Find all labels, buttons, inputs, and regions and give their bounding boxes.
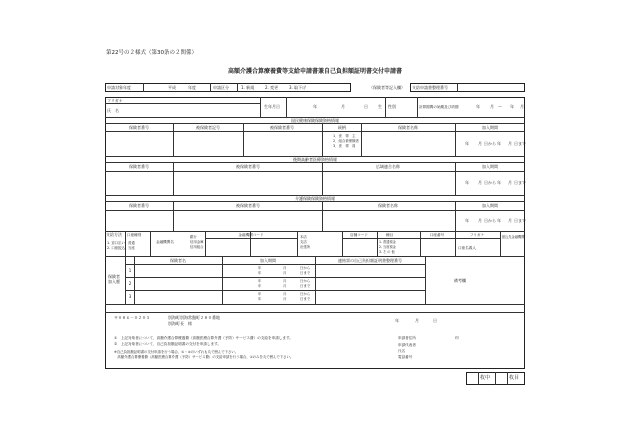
er3-y2: 年 [258,297,262,301]
section-kokuho: 国民健康保険保険資格情報 [105,117,525,124]
kokuho-rel-3: 3．世 帯 員 [333,144,356,148]
enrolled-cert-no: 連絡票の自己負担額証明書整理番号 [338,258,402,263]
acct-type-label: 口座種別 [127,233,142,237]
er1-from: 日から [300,266,311,270]
sex-label-2: 性別 [388,104,396,109]
kaigo-insurer-no: 保険者番号 [129,203,149,208]
kaigo-insured-no: 被保険者番号 [236,203,260,208]
app-class-option-change[interactable]: 2. 変更 [265,84,279,90]
er3-from: 日から [300,292,311,296]
koki-from-m: 月 [478,180,482,185]
er1-y: 年 [258,266,262,270]
kokuho-insurer-no: 保険者番号 [129,125,149,130]
koki-to-y: 年 [497,180,501,185]
er2-m2: 月 [283,284,287,288]
insurer-use-label: 振込先金融機関 [502,235,525,239]
kind-3[interactable]: 3. そ の 他 [379,250,395,254]
enrolled-row-2: 2 [128,281,132,286]
er1-m: 月 [283,266,287,270]
kaigo-to-y: 年 [497,218,501,223]
koki-from: 日から [484,180,496,185]
kokuho-rel-2: 2．組合被保険者 [333,139,359,143]
page-total-label: 枚中 [480,375,491,381]
date-y: 年 [395,318,399,323]
heisei-label: 平成 [168,84,176,90]
branch-1: 本店 [300,235,307,239]
fin-name-label: 金融機関名 [156,240,174,244]
fin-code-label: 金融機関コード [238,233,264,237]
birth-year-label: 年 [313,104,317,109]
kokuho-insured-no: 被保険者番号 [270,125,294,130]
er2-to: 日まで [300,284,311,288]
branch-2: 支店 [300,240,307,244]
birth-day-label: 日 [364,104,368,109]
seal-mark: 印 [455,336,459,340]
er1-y2: 年 [258,271,262,275]
kokuho-from-y: 年 [465,141,469,146]
branch-3: 出張所 [300,245,311,249]
kokuho-to-y: 年 [497,141,501,146]
date-d: 日 [433,318,437,323]
koki-insured-no: 被保険者番号 [236,164,260,169]
er3-to: 日まで [300,297,311,301]
main-form [105,97,525,369]
er3-m: 月 [283,292,287,296]
kaigo-to: 日まで [514,218,526,223]
note-1: ① 上記対象者について、高額介護合算療養費（高額医療合算介護（予防）サービス費）の支給を申請します。 [114,336,293,340]
enrolled-row-3: 3 [128,294,132,299]
er3-y: 年 [258,292,262,296]
holder-label: 口座名義人 [458,246,476,250]
koki-insurer-no: 保険者番号 [129,164,149,169]
koki-from-y: 年 [465,180,469,185]
app-class-option-new[interactable]: 1. 新規 [241,84,255,90]
koki-to: 日まで [514,180,526,185]
kaigo-insurer-name: 保険者名称 [378,203,398,208]
kokuho-insurer-name: 保険者名称 [398,125,418,130]
kokuho-to-m: 月 [508,141,512,146]
birthday-label: 生年月日 [264,104,280,109]
app-year-label: 申請対象年度 [107,84,131,90]
sex-label: 生 [378,104,382,109]
kokuho-relation: 続柄 [338,125,346,130]
koki-to-m: 月 [508,180,512,185]
nendo-label: 年度 [188,84,196,90]
koki-join-period: 加入期間 [482,164,498,169]
name-label: 氏 名 [107,108,119,113]
form-number: 第22号の２様式（第30条の２関係） [106,50,197,56]
kind-label: 種目 [386,233,394,237]
app-class-label: 申請区分 [213,84,229,90]
acct-type-1[interactable]: 普通 [128,241,135,245]
birth-month-label: 月 [341,104,345,109]
enrolled-label: 保険者 加入歴 [108,274,120,284]
pay-furigana-label: フリガナ [469,233,485,237]
er1-to: 日まで [300,271,311,275]
form-title: 高額介護合算療養費等支給申請書兼自己負担額証明書交付申請書 [227,68,403,75]
kaigo-join-period: 加入期間 [482,203,498,208]
pay-method-1[interactable]: 1. 窓口払い [107,241,125,245]
enrolled-note-no: 備考欄 [454,278,466,283]
er1-m2: 月 [283,271,287,275]
kokuho-join-period: 加入期間 [482,125,498,130]
kokuho-to: 日まで [514,141,526,146]
furigana-label: フリガナ [107,97,123,103]
mgmt-no-label: 支給申請書整理番号 [412,84,448,90]
er2-y2: 年 [258,284,262,288]
note-2: ② 上記対象者について、自己負担額証明書の交付を申請します。 [114,342,222,346]
insurer-note: （保険者等記入欄） [369,84,405,90]
kokuho-rel-1: 1．世 帯 主 [333,134,356,138]
addr-2: 別海町長 様 [168,321,192,326]
enrolled-join-period: 加入期間 [260,258,276,263]
koki-union-name: 広域連合名称 [376,164,400,169]
enrolled-insurer-name: 保険者名 [170,258,186,263]
er3-m2: 月 [283,297,287,301]
period-month: 月 [490,104,494,109]
acct-type-2[interactable]: 当座 [128,246,135,250]
er2-m: 月 [283,279,287,283]
applicant-name: 氏名 [398,349,406,353]
kaigo-from: 日から [484,218,496,223]
pay-method-label: 支給方法 [106,232,122,237]
period-label: 計算期間の始期及び終期 [419,105,459,109]
note-3: ※自己負担額証明書の交付申請を行う場合、①・②のいずれも丸で囲んで下さい。 [114,350,239,354]
zip-code: 〒０８６－０２０５ [114,315,150,320]
applicant-phone: 電話番号 [398,355,413,359]
kind-2[interactable]: 2. 当座預金 [379,245,396,249]
fin-type-1: 銀行 [190,235,197,239]
section-kaigo: 介護保険保険資格情報 [105,195,525,202]
kokuho-insured-symbol: 被保険者記号 [196,125,220,130]
section-koki: 後期高齢者医療資格情報 [105,156,525,163]
kind-1[interactable]: 1. 普通預金 [379,240,396,244]
er2-y: 年 [258,279,262,283]
er2-from: 日から [300,279,311,283]
kaigo-to-m: 月 [508,218,512,223]
kokuho-from: 日から [484,141,496,146]
applicant-address: 申請者住所 [398,336,416,340]
fin-type-3: 信用組合 [190,245,204,249]
page-current-label: 枚目 [509,375,520,381]
app-class-option-withdraw[interactable]: 3. 取下げ [289,84,307,90]
kokuho-from-m: 月 [478,141,482,146]
period-tilde: ～ [498,104,502,109]
note-4: 高額介護合算療養費（高額医療合算介護（予防）サービス費）の支給申請を行う場合、①のみを丸で囲んで下さい。 [114,355,294,359]
enrolled-row-1: 1 [128,268,132,273]
applicant-rep: 申請代表者 [398,343,416,347]
kaigo-from-y: 年 [465,218,469,223]
period-year-2: 年 [510,104,514,109]
kaigo-from-m: 月 [478,218,482,223]
period-month-2: 月 [520,104,524,109]
pay-method-2[interactable]: 2. 口座振込 [107,246,125,250]
period-year: 年 [476,104,480,109]
date-m: 月 [415,318,419,323]
fin-type-2: 信用金庫 [190,240,204,244]
branch-code-label: 店舗コード [350,233,368,237]
addr-1: 別海町別海常盤町２８０番地 [168,315,220,320]
acct-no-label: 口座番号 [429,233,445,237]
